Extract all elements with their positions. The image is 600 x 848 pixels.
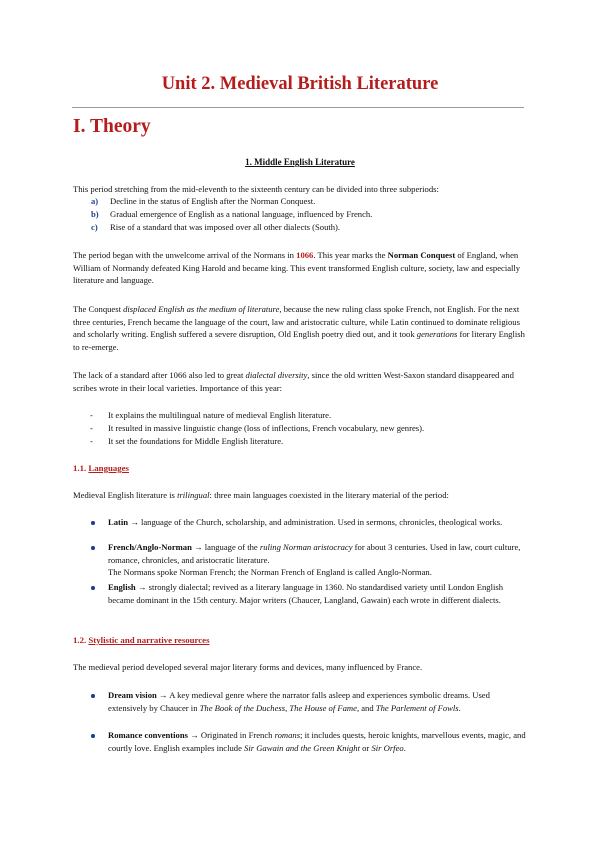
latin-item [108, 516, 526, 529]
text-run: for about 3 centuries. Used in law, court culture, romance, chronicles, and aristocratic literature. [108, 542, 521, 565]
text-run: . This year marks the [313, 250, 388, 260]
bullet-icon [91, 546, 95, 550]
english-item [108, 581, 526, 606]
dream-vision-item [108, 689, 526, 714]
dialect-paragraph [73, 369, 525, 394]
list-item-text: Gradual emergence of English as a national language, influenced by French. [110, 209, 373, 219]
italic-phrase: dialectal diversity [245, 370, 308, 380]
subperiod-item [91, 208, 372, 221]
heading-languages [73, 463, 129, 473]
work-title: The Book of the Duchess [199, 702, 286, 713]
arrow-symbol: → [135, 582, 149, 592]
text-run: strongly dialectal; revived as a literary language in 1360. No standardised variety until London English became dominant in the 15th century. Major writers (Chaucer, Langland, Gawain) each wrote in different dialects. [108, 582, 504, 605]
work-title: Sir Gawain and the Green Knight [244, 742, 360, 753]
text-run: for literary English to re-emerge. [73, 329, 525, 352]
text-run: of England, when William of Normandy defeated King Harold and became king. This event transformed English culture, society, law and especially literature and language. [73, 250, 521, 286]
text-run: : three main languages coexisted in the literary material of the period: [209, 490, 449, 500]
importance-item [90, 422, 424, 435]
list-marker: a) [91, 196, 99, 206]
subperiod-item [91, 221, 340, 234]
bullet-icon [91, 521, 95, 525]
work-title: The House of Fame [289, 702, 357, 713]
bullet-icon [91, 734, 95, 738]
year-highlight: 1066 [296, 250, 314, 260]
italic-phrase: trilingual [177, 490, 210, 500]
list-marker: - [90, 410, 93, 420]
importance-item [90, 435, 283, 448]
text-run: Medieval English literature is [73, 490, 178, 500]
italic-phrase: ruling Norman aristocracy [259, 542, 353, 552]
list-item-text: It explains the multilingual nature of medieval English literature. [108, 410, 332, 420]
section-title: I. Theory [73, 116, 151, 137]
arrow-symbol: → [187, 730, 201, 740]
bullet-icon [91, 586, 95, 590]
term-english: English [108, 582, 136, 592]
heading-text: Stylistic and narrative resources [88, 635, 210, 645]
text-run: language of the [204, 542, 260, 552]
list-item-text: It set the foundations for Middle English literature. [108, 436, 284, 446]
list-marker: - [90, 436, 93, 446]
norman-conquest-term: Norman Conquest [387, 250, 456, 260]
italic-phrase: romans [274, 730, 301, 740]
norman-paragraph [73, 249, 525, 287]
text-run: The lack of a standard after 1066 also led to great [73, 370, 246, 380]
text-run: ; it includes quests, heroic knights, marvellous events, magic, and courtly love. English examples include [108, 730, 526, 753]
subperiod-item [91, 195, 315, 208]
bullet-icon [91, 694, 95, 698]
text-run: . [403, 742, 406, 753]
text-run: , because the new ruling class spoke French, not English. For the next three centuries, French became the language of the court, law and aristocratic culture, while Latin continued to dominate religious and scholarly writing. English suffered a severe disruption, Old English poetry died out, and it took [73, 304, 520, 340]
text-run: Originated in French [200, 730, 275, 740]
languages-intro [73, 489, 525, 502]
list-marker: - [90, 423, 93, 433]
italic-phrase: displaced English as the medium of literature [123, 304, 280, 314]
heading-number: 1.1. [73, 463, 87, 473]
text-run: The Conquest [73, 304, 124, 314]
text-run: The period began with the unwelcome arrival of the Normans in [73, 250, 297, 260]
term-dream-vision: Dream vision [108, 690, 157, 700]
stylistic-intro: The medieval period developed several major literary forms and devices, many influenced by France. [73, 662, 423, 672]
list-item-text: Decline in the status of English after the Norman Conquest. [110, 196, 316, 206]
arrow-symbol: → [128, 517, 141, 527]
romance-item [108, 729, 526, 754]
text-run: or [359, 742, 372, 753]
term-latin: Latin [108, 517, 129, 527]
displacement-paragraph [73, 303, 525, 353]
list-marker: c) [91, 222, 98, 232]
text-run: . [458, 702, 461, 713]
text-run: , since the old written West-Saxon standard disappeared and scribes wrote in their local varieties. Importance of this year: [73, 370, 514, 393]
heading-number: 1.2. [73, 635, 87, 645]
work-title: Sir Orfeo [371, 742, 404, 753]
italic-phrase: generations [416, 329, 458, 340]
arrow-symbol: → [191, 542, 205, 552]
importance-item [90, 409, 331, 422]
list-marker: b) [91, 209, 99, 219]
text-run: A key medieval genre where the narrator falls asleep and experiences symbolic dreams. Used extensively by Chaucer in [108, 690, 490, 713]
intro-paragraph: This period stretching from the mid-eleventh to the sixteenth century can be divided into three subperiods: [73, 184, 439, 194]
subsection-title: 1. Middle English Literature [245, 157, 355, 167]
text-run: , and [356, 702, 376, 713]
heading-text: Languages [88, 463, 129, 473]
list-item-text: Rise of a standard that was imposed over all other dialects (South). [110, 222, 341, 232]
heading-stylistic [73, 635, 210, 645]
term-romance: Romance conventions [108, 730, 188, 740]
work-title: The Parlement of Fowls [375, 702, 459, 713]
unit-title: Unit 2. Medieval British Literature [161, 74, 439, 94]
french-note: The Normans spoke Norman French; the Norman French of England is called Anglo-Norman. [108, 567, 432, 578]
text-run: language of the Church, scholarship, and administration. Used in sermons, chronicles, theological works. [140, 517, 503, 527]
arrow-symbol: → [156, 690, 170, 700]
term-french: French/Anglo-Norman [108, 542, 192, 552]
french-item [108, 541, 526, 579]
text-run: , [285, 702, 290, 713]
title-divider [72, 107, 524, 108]
list-item-text: It resulted in massive linguistic change (loss of inflections, French vocabulary, new genres). [108, 423, 425, 433]
